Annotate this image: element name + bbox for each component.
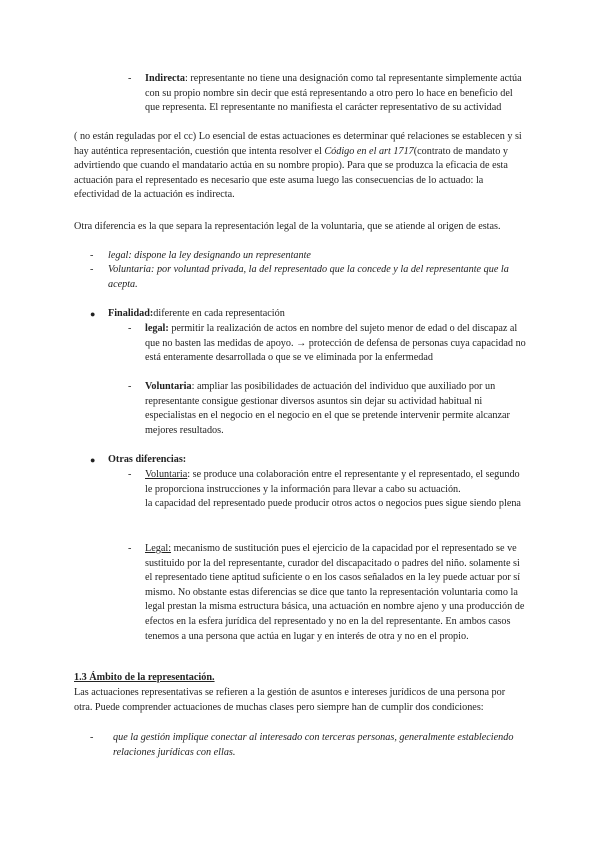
list-dash: - [90,732,94,743]
list-item [90,249,526,264]
condition-text: que la gestión implique conectar al interesado con terceras personas, generalmente estableciendo relaciones jurídicas con ellas. [113,732,514,758]
list-dash: - [128,323,132,334]
paragraph-reguladas: ( no están reguladas por el cc) Lo esencial de estas actuaciones es determinar qué relaciones se establecen y si hay auténtica representación, cuestión que intenta resolver el Código en el art 1717(contrato de mandato y advirtiendo que cuando el mandatario actúa en su nombre propio). Para que se produzca la eficacia de esta actuación para el representado es necesario que este asuma luego las consecuencias de lo actuado: la efectividad de la actuación es indirecta. [74,131,522,201]
paragraph-otra-diferencia: Otra diferencia es la que separa la representación legal de la voluntaria, que se atiende al origen de estas. [74,221,501,232]
origin-voluntaria: Voluntaria: por voluntad privada, la del representado que la concede y la del representante que la acepta. [108,264,509,290]
origin-legal: legal: dispone la ley designando un representante [108,250,311,261]
voluntaria-extra: la capacidad del representado puede producir otros actos o negocios pues sigue siendo plena [145,498,521,510]
list-dash: - [128,543,132,554]
list-dash: - [128,381,132,392]
finalidad-voluntaria-item: - Voluntaria: ampliar las posibilidades de actuación del individuo que auxiliado por un representante consigue gestionar diversos asuntos sin dejar su actividad habitual ni especialistas en el negocio en el negocio en el que se pretende intervenir permite alcanzar mejores resultados. [128,381,510,436]
bullet-icon: ● [90,455,96,465]
otras-bullet [90,453,526,468]
finalidad-legal-item: - legal: permitir la realización de actos en nombre del sujeto menor de edad o del discapaz al que no basten las medidas de apoyo. → protección de defensa de personas cuya capacidad no está enteramente desarrollada o que se ve eliminada por la enfermedad [128,323,526,364]
section-paragraph: Las actuaciones representativas se refieren a la gestión de asuntos e intereses jurídicos de una persona por otra. Puede comprender actuaciones de muchas clases pero siempre han de cumplir dos condiciones: [74,687,506,713]
list-dash: - [90,264,94,275]
indirecta-term: Indirecta [145,73,185,84]
codigo-ref: Código en el art 1717 [324,145,414,157]
otras-term: Otras diferencias: [108,454,187,465]
finalidad-bullet: ● Finalidad:diferente en cada representación [90,307,526,322]
list-dash: - [90,250,94,261]
list-dash: - [128,73,132,84]
indirecta-item [128,72,528,116]
otras-legal-item: - Legal: mecanismo de sustitución pues el ejercicio de la capacidad por el representado se ve sustituido por la del representante, curador del discapacitado o padres del niño. solamente si el representado tiene aptitud suficiente o en los casos señalados en la ley puede actuar por sí mismo. No obstante estas diferencias se dice que tanto la representación voluntaria como la legal prestan la misma estructura básica, una actuación en nombre ajeno y una producción de efectos en la esfera jurídica del representado y no en la del representante. En ambos casos tenemos a una persona que actúa en lugar y en interés de otra y no en el propio. [128,543,525,642]
finalidad-term: Finalidad: [108,308,154,319]
list-item [90,731,526,760]
bullet-icon: ● [90,309,96,319]
otras-voluntaria-item: - Voluntaria: se produce una colaboración entre el representante y el representado, el segundo le proporciona instrucciones y la información para llevar a cabo su actuación. la capacidad del representado puede producir otros actos o negocios pues sigue siendo plena [128,468,528,512]
indirecta-text: : representante no tiene una designación como tal representante simplemente actúa con su propio nombre sin decir que está representando a otro pero lo hace en beneficio del que representa. El representante no manifiesta el carácter representativo de su actividad [145,73,522,114]
list-item [90,263,526,292]
list-dash: - [128,469,132,480]
section-heading: 1.3 Ámbito de la representación. [74,672,215,683]
